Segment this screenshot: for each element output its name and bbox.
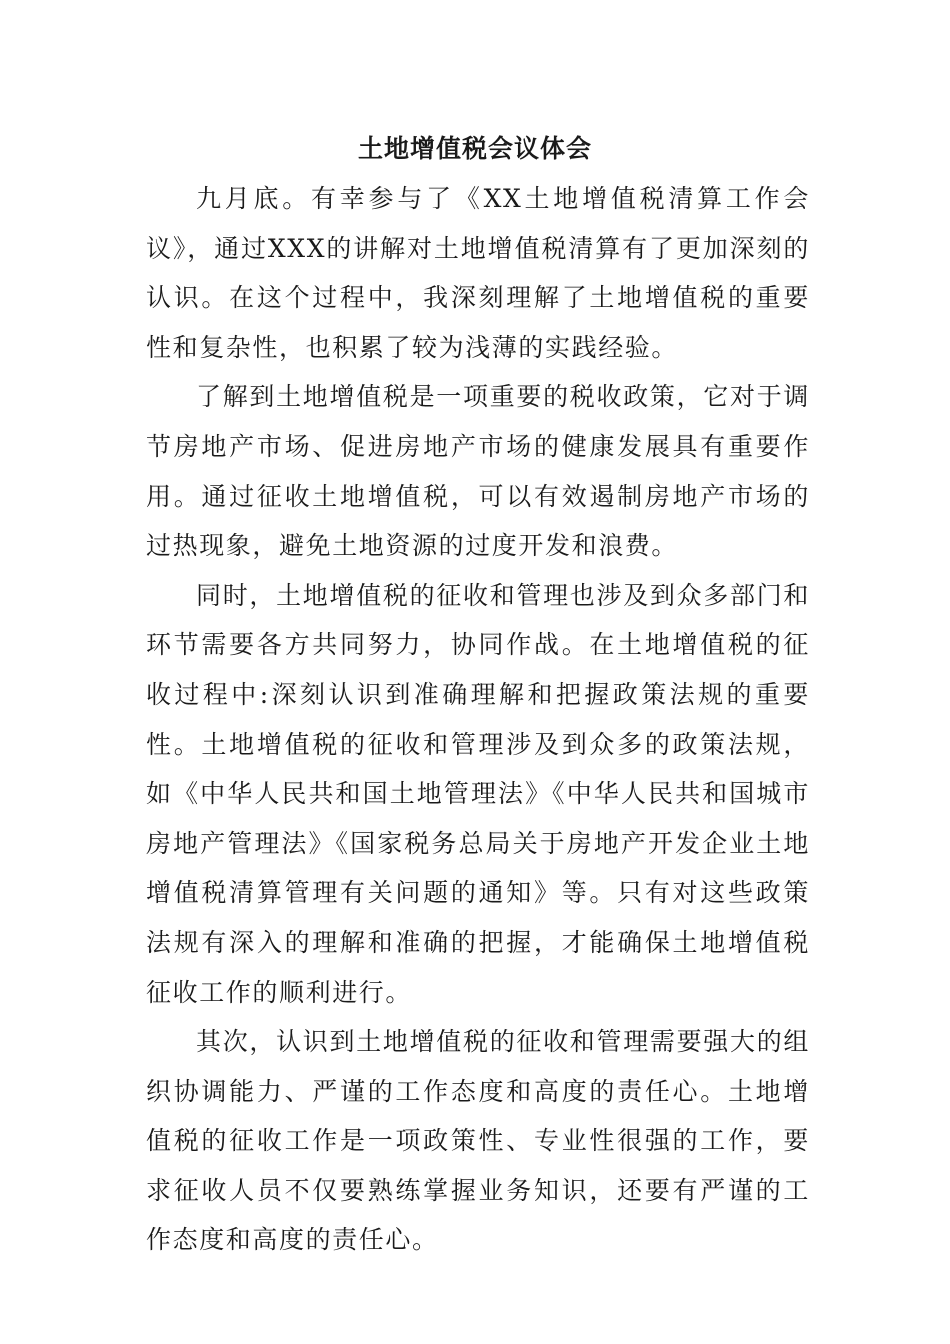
paragraph-4: 其次，认识到土地增值税的征收和管理需要强大的组织协调能力、严谨的工作态度和高度的责任心。土地增值税的征收工作是一项政策性、专业性很强的工作，要求征收人员不仅要熟练掌握业务知识，还要有严谨的工作态度和高度的责任心。: [146, 1027, 810, 1255]
document-title: 土地增值税会议体会: [357, 134, 592, 163]
paragraph-2: 了解到土地增值税是一项重要的税收政策，它对于调节房地产市场、促进房地产市场的健康发展具有重要作用。通过征收土地增值税，可以有效遏制房地产市场的过热现象，避免土地资源的过度开发和浪费。: [146, 382, 810, 561]
document-body: [146, 174, 810, 1265]
paragraph-3: 同时，土地增值税的征收和管理也涉及到众多部门和环节需要各方共同努力，协同作战。在土地增值税的征收过程中:深刻认识到准确理解和把握政策法规的重要性。土地增值税的征收和管理涉及到众多的政策法规，如《中华人民共和国土地管理法》《中华人民共和国城市房地产管理法》《国家税务总局关于房地产开发企业土地增值税清算管理有关问题的通知》等。只有对这些政策法规有深入的理解和准确的把握，才能确保土地增值税征收工作的顺利进行。: [146, 580, 810, 1007]
paragraph-1: 九月底。有幸参与了《XX土地增值税清算工作会议》，通过XXX的讲解对土地增值税清算有了更加深刻的认识。在这个过程中，我深刻理解了土地增值税的重要性和复杂性，也积累了较为浅薄的实践经验。: [146, 184, 810, 362]
